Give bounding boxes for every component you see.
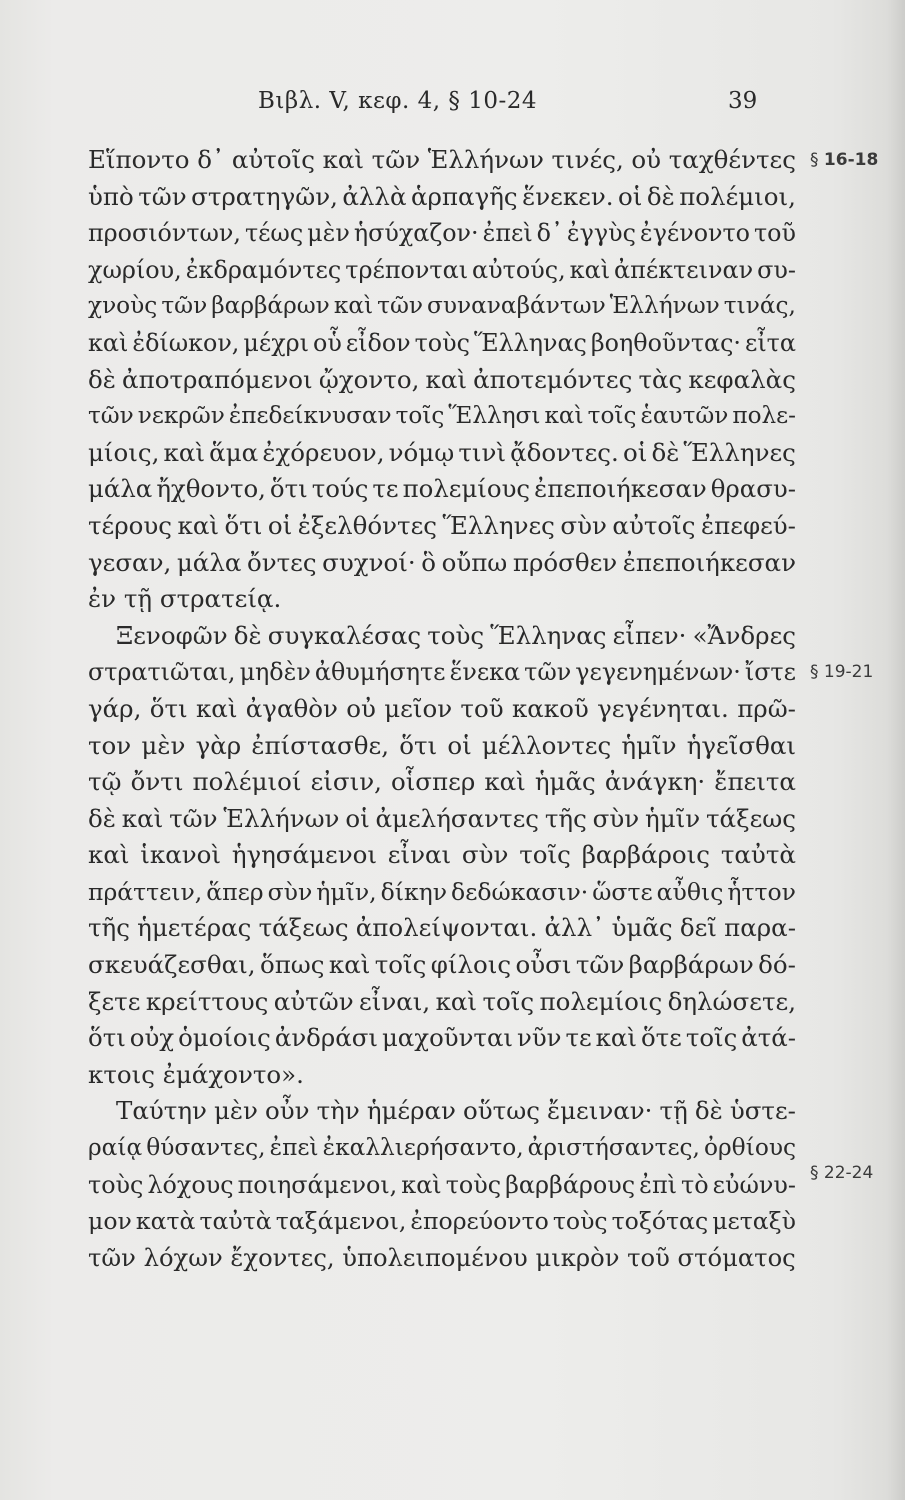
text-line: σκευάζεσθαι, ὅπως καὶ τοῖς φίλοις οὖσι τῶν βαρβάρων δό-	[88, 950, 796, 980]
text-line: δὲ καὶ τῶν Ἑλλήνων οἱ ἀμελήσαντες τῆς σὺν ἡμῖν τάξεως	[88, 803, 796, 833]
text-line: ὑπὸ τῶν στρατηγῶν, ἀλλὰ ἁρπαγῆς ἕνεκεν. οἱ δὲ πολέμιοι,	[88, 181, 796, 211]
text-line: τοὺς λόχους ποιησάμενοι, καὶ τοὺς βαρβάρους ἐπὶ τὸ εὐώνυ-	[88, 1170, 796, 1199]
text-line: γεσαν, μάλα ὄντες συχνοί· ὃ οὔπω πρόσθεν ἐπεποιήκεσαν	[88, 547, 796, 577]
margin-note-22-24: § 22-24	[810, 1163, 874, 1183]
text-line: Ξενοφῶν δὲ συγκαλέσας τοὺς Ἕλληνας εἶπεν· «Ἄνδρες	[116, 620, 796, 650]
text-line: μίοις, καὶ ἅμα ἐχόρευον, νόμῳ τινὶ ᾄδοντες. οἱ δὲ Ἕλληνες	[88, 437, 796, 467]
text-block	[88, 142, 796, 1276]
text-line: προσιόντων, τέως μὲν ἡσύχαζον· ἐπεὶ δ᾽ ἐγγὺς ἐγένοντο τοῦ	[88, 219, 796, 248]
text-line: τῷ ὄντι πολέμιοί εἰσιν, οἷσπερ καὶ ἡμᾶς ἀνάγκη· ἔπειτα	[88, 767, 796, 797]
text-line: τῆς ἡμετέρας τάξεως ἀπολείψονται. ἀλλ᾽ ὑμᾶς δεῖ παρα-	[88, 913, 796, 943]
text-line: τέρους καὶ ὅτι οἱ ἐξελθόντες Ἕλληνες σὺν αὐτοῖς ἐπεφεύ-	[88, 510, 796, 540]
page-number: 39	[728, 88, 758, 114]
text-line: δὲ ἀποτραπόμενοι ᾤχοντο, καὶ ἀποτεμόντες τὰς κεφαλὰς	[88, 364, 796, 394]
text-line: χνοὺς τῶν βαρβάρων καὶ τῶν συναναβάντων Ἑλλήνων τινάς,	[88, 292, 796, 320]
text-line: χωρίου, ἐκδραμόντες τρέπονται αὐτούς, καὶ ἀπέκτειναν συ-	[88, 255, 796, 284]
text-line: στρατιῶται, μηδὲν ἀθυμήσητε ἕνεκα τῶν γεγενημένων· ἴστε	[88, 658, 796, 687]
text-line: μον κατὰ ταὐτὰ ταξάμενοι, ἐπορεύοντο τοὺς τοξότας μεταξὺ	[88, 1207, 796, 1236]
text-line: ἐν τῇ στρατείᾳ.	[88, 584, 282, 614]
text-line: τον μὲν γὰρ ἐπίστασθε, ὅτι οἱ μέλλοντες ἡμῖν ἡγεῖσθαι	[88, 730, 796, 760]
text-line: ραίᾳ θύσαντες, ἐπεὶ ἐκαλλιερήσαντο, ἀριστήσαντες, ὀρθίους	[88, 1134, 796, 1162]
running-head	[0, 88, 905, 118]
text-line: ξετε κρείττους αὐτῶν εἶναι, καὶ τοῖς πολεμίοις δηλώσετε,	[88, 986, 796, 1016]
margin-note-19-21: § 19-21	[810, 662, 874, 682]
text-line: Εἵποντο δ᾽ αὐτοῖς καὶ τῶν Ἑλλήνων τινές, οὐ ταχθέντες	[88, 145, 796, 174]
text-line: γάρ, ὅτι καὶ ἀγαθὸν οὐ μεῖον τοῦ κακοῦ γεγένηται. πρῶ-	[88, 693, 796, 723]
text-line: πράττειν, ἅπερ σὺν ἡμῖν, δίκην δεδώκασιν· ὥστε αὖθις ἧττον	[88, 877, 796, 906]
page-edge-shadow	[887, 0, 905, 1500]
margin-note-16-18: § 16-18	[810, 150, 879, 170]
text-line: ὅτι οὐχ ὁμοίοις ἀνδράσι μαχοῦνται νῦν τε καὶ ὅτε τοῖς ἀτά-	[88, 1023, 796, 1053]
text-line: μάλα ἤχθοντο, ὅτι τούς τε πολεμίους ἐπεποιήκεσαν θρασυ-	[88, 474, 796, 504]
text-line: κτοις ἐμάχοντο».	[88, 1059, 304, 1089]
text-line: τῶν νεκρῶν ἐπεδείκνυσαν τοῖς Ἕλλησι καὶ τοῖς ἑαυτῶν πολε-	[88, 403, 796, 430]
text-line: Ταύτην μὲν οὖν τὴν ἡμέραν οὕτως ἔμειναν· τῇ δὲ ὑστε-	[116, 1096, 796, 1126]
text-line: καὶ ἱκανοὶ ἡγησάμενοι εἶναι σὺν τοῖς βαρβάροις ταὐτὰ	[88, 840, 796, 870]
text-line: καὶ ἐδίωκον, μέχρι οὗ εἶδον τοὺς Ἕλληνας βοηθοῦντας· εἶτα	[88, 328, 796, 357]
running-title: Βιβλ. V, κεφ. 4, § 10-24	[258, 88, 538, 114]
text-line: τῶν λόχων ἔχοντες, ὑπολειπομένου μικρὸν τοῦ στόματος	[88, 1242, 796, 1272]
